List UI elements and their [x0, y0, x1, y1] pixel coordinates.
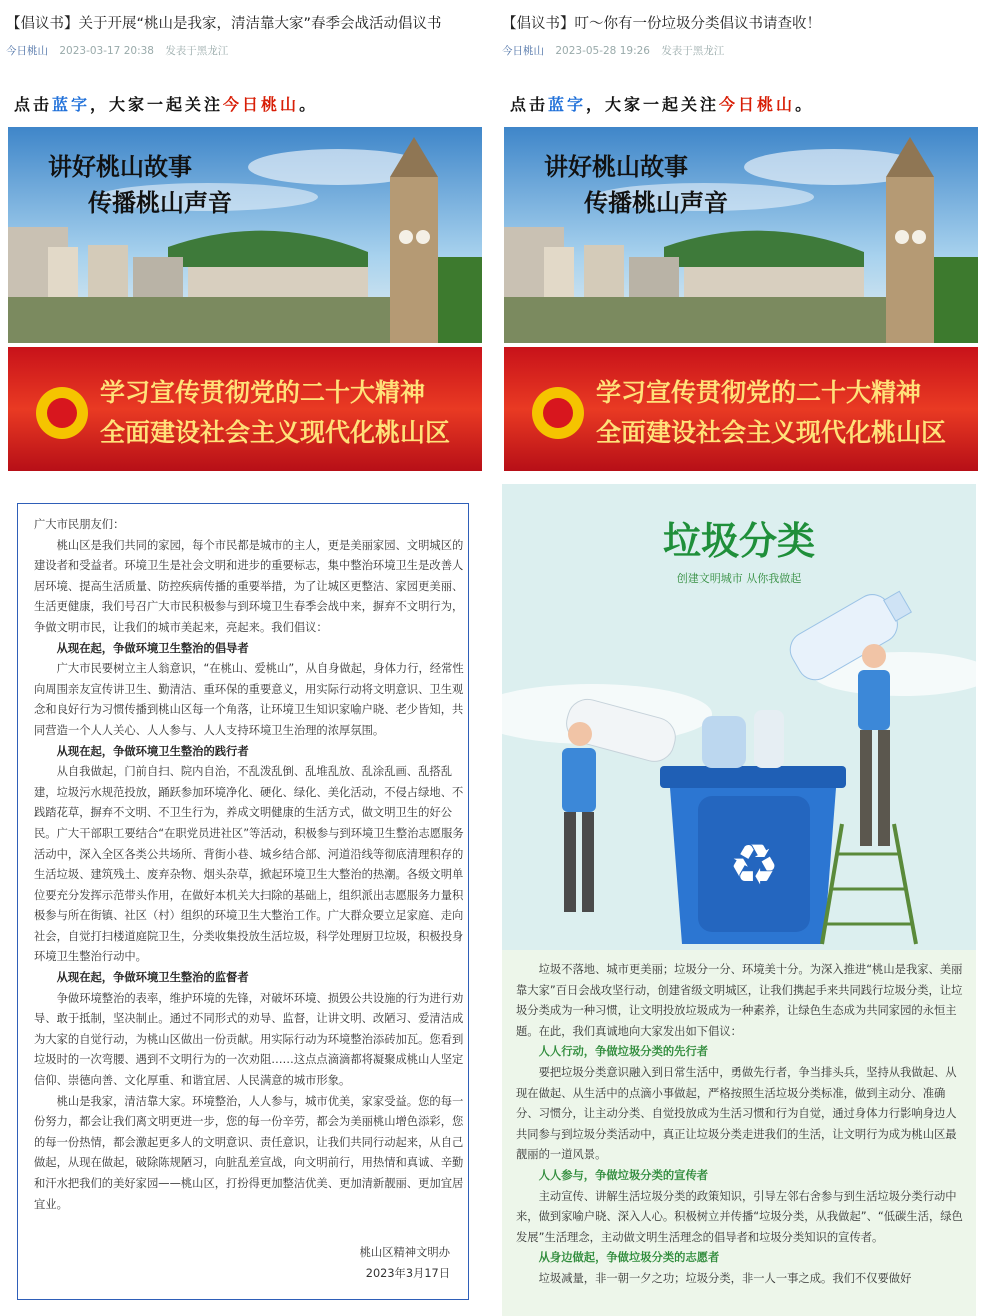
follow-text: ，大家一起关注	[90, 95, 224, 114]
recycle-icon: ♻	[728, 833, 780, 898]
publish-location: 发表于黑龙江	[165, 45, 229, 57]
follow-blue-text: 蓝字	[52, 95, 91, 114]
publish-time: 2023-03-17 20:38	[59, 45, 154, 57]
publish-time: 2023-05-28 19:26	[555, 45, 650, 57]
proposal-paragraph: 垃圾减量，非一朝一夕之功；垃圾分类，非一人一事之成。我们不仅要做好	[538, 1271, 912, 1285]
proposal-paragraph: 要把垃圾分类意识融入到日常生活中，勇做先行者，争当排头兵，坚持从我做起、从现在做起、从生活中的点滴小事做起，严格按照生活垃圾分类标准，做到主动分、准确分、习惯分，让主动分类、自觉投放成为生活习惯和行为自觉，通过身体力行影响身边人共同参与到垃圾分类活动中，真正让垃圾分类走进我们的生活，让文明行为成为桃山区最靓丽的一道风景。	[516, 1065, 957, 1162]
recycle-bin-icon	[660, 766, 846, 944]
party-slogan-banner	[504, 347, 978, 471]
article-meta	[502, 43, 980, 58]
poster-subtitle: 创建文明城市 从你我做起	[676, 572, 802, 585]
left-article-card[interactable]	[6, 0, 484, 1316]
proposal-intro: 垃圾不落地、城市更美丽；垃圾分一分、环境美十分。为深入推进“桃山是我家、美丽靠大家”百日会战攻坚行动，创建省级文明城区，让我们携起手来共同践行垃圾分类，让垃圾分类成为一种习惯，让文明投放垃圾成为一种素养，让绿色生态成为共同家园的永恒主题。在此，我们真诚地向大家发出如下倡议：	[516, 963, 963, 1038]
letter-greeting: 广大市民朋友们：	[34, 518, 125, 531]
garbage-sorting-poster	[502, 484, 976, 950]
bottle-icon	[702, 716, 746, 768]
letter-paragraph: 争做环境整治的表率，维护环境的先锋，对破坏环境、损毁公共设施的行为进行劝导、敢于抵制，坚决制止。通过不同形式的劝导、监督，让讲文明、改陋习、爱清洁成为大家的自觉行动，为桃山区做出一份贡献。用实际行动为环境整治添砖加瓦。您看到垃圾时的一次弯腰、遇到不文明行为的一次劝阻……这点点滴滴都将凝聚成桃山人坚定信仰、崇德向善、文化厚重、和谐宜居、人民满意的城市形象。	[34, 991, 464, 1088]
follow-red-text: 今日桃山	[719, 95, 796, 114]
article-title[interactable]: 【倡议书】叮～你有一份垃圾分类倡议书请查收！	[502, 16, 821, 32]
letter-signature: 桃山区精神文明办	[359, 1246, 450, 1260]
slogan-line2: 全面建设社会主义现代化桃山区	[100, 418, 451, 447]
letter-heading: 从现在起，争做环境卫生整治的践行者	[56, 744, 249, 758]
slogan-line1: 学习宣传贯彻党的二十大精神	[596, 378, 922, 407]
city-banner-image	[8, 127, 482, 343]
slogan-line2: 全面建设社会主义现代化桃山区	[596, 418, 947, 447]
follow-text: 。	[795, 95, 815, 114]
letter-body	[34, 515, 464, 1284]
poster-title: 垃圾分类	[662, 519, 816, 563]
letter-paragraph: 桃山是我家，清洁靠大家。环境整治，人人参与，城市优美，家家受益。您的每一份努力，都会让我们离文明更进一步，您的每一份辛劳，都会为美丽桃山增色添彩，您的每一份热情，都会激起更多人的文明意识、责任意识，让我们共同行动起来，从自己做起，从现在做起，破除陈规陋习，向脏乱差宣战，向文明前行，用热情和真诚、辛勤和汗水把我们的美好家园——桃山区，打扮得更加整洁优美、更加清新靓丽、更加宜居宜业。	[34, 1094, 464, 1211]
proposal-heading: 从身边做起，争做垃圾分类的志愿者	[538, 1251, 720, 1265]
article-meta	[6, 43, 484, 58]
proposal-heading: 人人行动，争做垃圾分类的先行者	[538, 1045, 709, 1059]
account-name[interactable]: 今日桃山	[6, 45, 48, 57]
proposal-heading: 人人参与，争做垃圾分类的宣传者	[538, 1168, 709, 1182]
letter-heading: 从现在起，争做环境卫生整治的监督者	[56, 971, 249, 985]
spacer	[34, 1215, 464, 1243]
letter-paragraph: 广大市民要树立主人翁意识，“在桃山、爱桃山”，从自身做起，身体力行，经常性向周围亲友宣传讲卫生、勤清洁、重环保的重要意义，用实际行动将文明意识、卫生观念和良好行为习惯传播到桃山区每一个角落，让环境卫生知识家喻户晓、老少皆知，共同营造一个人人关心、人人参与、人人支持环境卫生治理的浓厚氛围。	[34, 662, 464, 737]
proposal-paragraph: 主动宣传、讲解生活垃圾分类的政策知识，引导左邻右舍参与到生活垃圾分类行动中来，做到家喻户晓、深入人心。积极树立并传播“垃圾分类，从我做起”、“低碳生活，绿色发展”生活理念，主动做文明生活理念的倡导者和垃圾分类知识的宣传者。	[516, 1189, 963, 1244]
banner-line1: 讲好桃山故事	[544, 152, 688, 181]
city-banner-image	[504, 127, 978, 343]
article-title[interactable]: 【倡议书】关于开展“桃山是我家，清洁靠大家”春季会战活动倡议书	[6, 16, 442, 32]
follow-blue-text: 蓝字	[548, 95, 587, 114]
proposal-body	[516, 960, 964, 1290]
follow-red-text: 今日桃山	[223, 95, 300, 114]
letter-date: 2023年3月17日	[365, 1266, 450, 1280]
follow-text: 点击	[510, 95, 549, 114]
account-name[interactable]: 今日桃山	[502, 45, 544, 57]
banner-line2: 传播桃山声音	[584, 188, 728, 217]
slogan-line1: 学习宣传贯彻党的二十大精神	[100, 378, 426, 407]
publish-location: 发表于黑龙江	[661, 45, 725, 57]
bottle-icon	[754, 710, 784, 768]
party-slogan-banner	[8, 347, 482, 471]
proposal-letter	[14, 496, 474, 1306]
follow-text: ，大家一起关注	[586, 95, 720, 114]
follow-prompt	[14, 92, 484, 115]
letter-paragraph: 桃山区是我们共同的家园，每个市民都是城市的主人，更是美丽家园、文明城区的建设者和受益者。环境卫生是社会文明和进步的重要标志，集中整治环境卫生是改善人居环境、提高生活质量、防控疾病传播的重要举措，为了让城区更整洁、家园更美丽、生活更健康，我们号召广大市民积极参与到环境卫生春季会战中来，摒弃不文明行为，争做文明市民，让我们的城市美起来，亮起来。我们倡议：	[34, 538, 464, 634]
follow-text: 。	[299, 95, 319, 114]
letter-paragraph: 从自我做起，门前自扫、院内自治，不乱泼乱倒、乱堆乱放、乱涂乱画、乱搭乱建，垃圾污水规范投放，踊跃参加环境净化、硬化、绿化、美化活动，不侵占绿地、不践踏花草，摒弃不文明、不卫生行为，养成文明健康的生活方式，做文明卫生的好公民。广大干部职工要结合“在职党员进社区”等活动，积极参与到环境卫生整治志愿服务活动中，深入全区各类公共场所、背街小巷、城乡结合部、河道沿线等彻底清理积存的生活垃圾、建筑残土、废弃杂物、烟头杂草，掀起环境卫生大整治的热潮。各级文明单位要充分发挥示范带头作用，在做好本机关大扫除的基础上，组织派出志愿服务力量积极参与所在街镇、社区（村）组织的环境卫生大整治工作。广大群众要立足家庭、走向社会，自觉打扫楼道庭院卫生，分类收集投放生活垃圾，科学处理厨卫垃圾，积极投身环境卫生整治行动中。	[34, 765, 464, 964]
follow-prompt	[510, 92, 980, 115]
banner-line2: 传播桃山声音	[88, 188, 232, 217]
letter-heading: 从现在起，争做环境卫生整治的倡导者	[56, 641, 249, 655]
right-article-card[interactable]	[502, 0, 980, 1316]
follow-text: 点击	[14, 95, 53, 114]
banner-line1: 讲好桃山故事	[48, 152, 192, 181]
